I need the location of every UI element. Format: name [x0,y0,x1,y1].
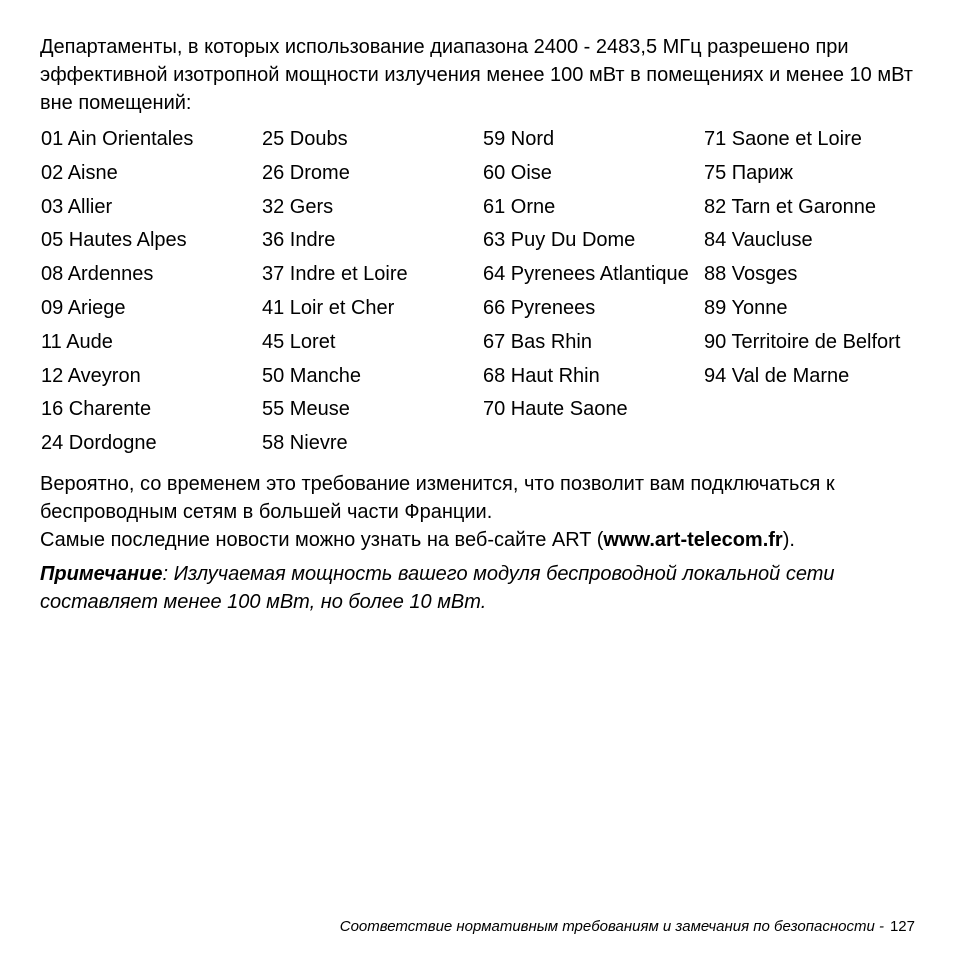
department-item: 68 Haut Rhin [483,364,600,387]
department-item: 36 Indre [262,229,336,252]
department-item: 37 Indre et Loire [262,263,408,286]
department-item: 03 Allier [41,195,113,218]
department-item: 94 Val de Marne [704,364,850,387]
department-item: 58 Nievre [262,432,348,455]
department-item: 12 Aveyron [41,364,141,387]
department-item: 08 Ardennes [41,263,154,286]
requirement-change-paragraph: Вероятно, со временем это требование изменится, что позволит вам подключаться к беспроводным сетям в большей части Франции. [40,473,835,523]
departments-table [40,125,920,460]
department-item: 71 Saone et Loire [704,128,862,150]
page-number: 127 [889,918,915,935]
department-item: 55 Meuse [262,398,350,421]
department-item: 16 Charente [41,398,152,421]
department-item: 60 Oise [483,161,552,184]
departments-column-4 [704,125,919,395]
department-item: 32 Gers [262,195,334,218]
department-item: 67 Bas Rhin [483,330,592,353]
footer-title: Соответствие нормативным требованиям и замечания по безопасности - [339,918,884,935]
department-item: 02 Aisne [41,161,118,184]
department-item: 63 Puy Du Dome [483,229,636,252]
news-prefix: Самые последние новости можно узнать на веб-сайте ART ( [40,529,604,551]
department-item: 64 Pyrenees Atlantique [483,263,689,286]
department-item: 90 Territoire de Belfort [704,330,901,353]
department-item: 09 Ariege [41,296,126,319]
news-paragraph [40,526,920,554]
department-item: 26 Drome [262,161,350,184]
department-item: 61 Orne [483,195,556,218]
department-item: 41 Loir et Cher [262,296,395,319]
department-item: 66 Pyrenees [483,296,596,319]
department-item: 05 Hautes Alpes [41,229,187,252]
note-paragraph [40,560,920,616]
departments-column-1 [41,125,256,463]
art-website-link: www.art-telecom.fr [603,529,783,551]
note-label: Примечание [40,563,163,585]
department-item: 50 Manche [262,364,361,387]
department-item: 01 Ain Orientales [41,128,194,150]
departments-column-2 [262,125,477,463]
department-item: 70 Haute Saone [483,398,628,421]
department-item: 89 Yonne [704,296,788,319]
department-item: 82 Tarn et Garonne [704,195,876,218]
department-item: 25 Doubs [262,128,348,150]
note-text: : Излучаемая мощность вашего модуля беспроводной локальной сети составляет менее 100 мВт, но более 10 мВт. [40,563,835,613]
department-item: 59 Nord [483,128,555,150]
department-item: 11 Aude [41,330,113,353]
news-suffix: ). [782,529,795,551]
departments-column-3 [483,125,698,429]
department-item: 75 Париж [704,161,793,184]
department-item: 24 Dordogne [41,432,157,455]
intro-paragraph: Департаменты, в которых использование диапазона 2400 - 2483,5 МГц разрешено при эффективной изотропной мощности излучения менее 100 мВт в помещениях и менее 10 мВт вне помещений: [40,36,913,114]
department-item: 84 Vaucluse [704,229,813,252]
department-item: 88 Vosges [704,263,798,286]
page-footer [340,917,915,937]
department-item: 45 Loret [262,330,336,353]
